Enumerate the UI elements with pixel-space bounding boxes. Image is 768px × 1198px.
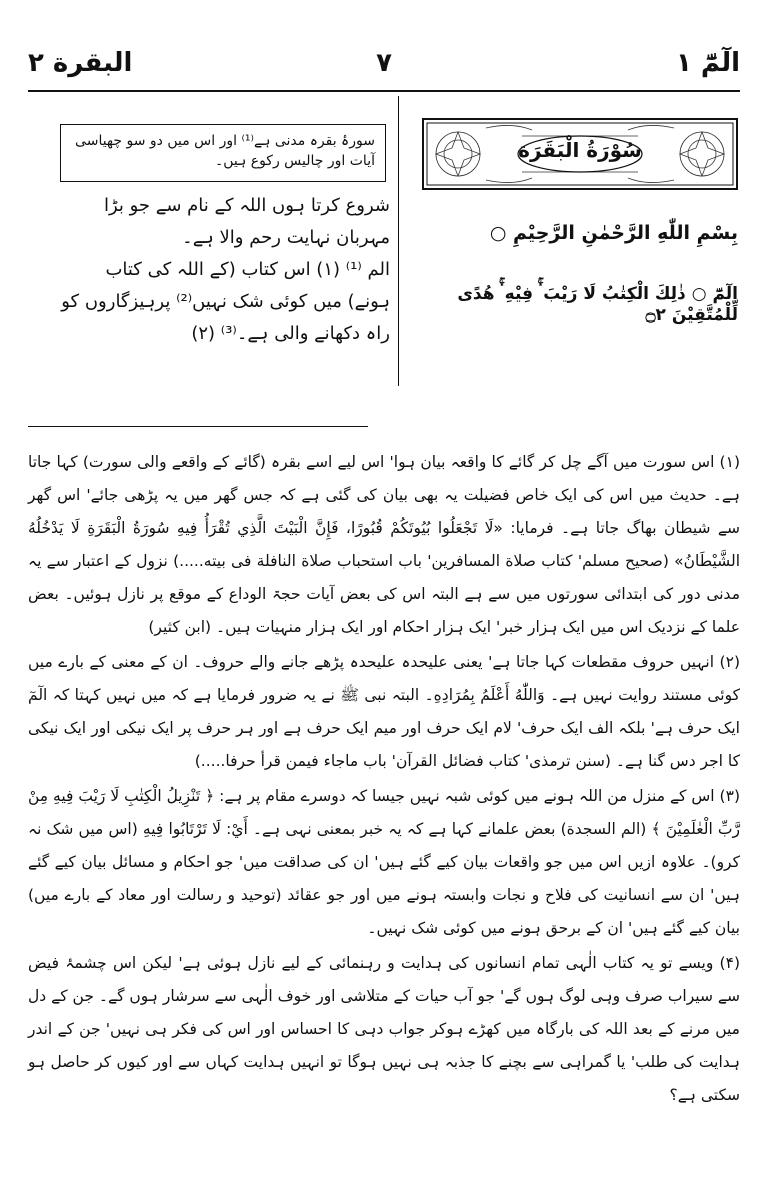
bismillah: بِسْمِ اللّٰهِ الرَّحْمٰنِ الرَّحِيْمِ ○ [489, 222, 738, 244]
page-number: ۷ [376, 48, 392, 78]
column-divider [398, 96, 399, 386]
header-rule [28, 90, 740, 92]
footnote-1: (۱) اس سورت میں آگے چل کر گائے کا واقعہ بیان ہوا' اس لیے اسے بقرہ (گائے کے واقعے والی سورت) کہا جاتا ہے۔ حدیث میں اس کی ایک خاص فضیلت یہ بھی بیان کی گئی ہے کہ جس گھر میں یہ پڑھی جائے' اس گھر سے شیطان بھاگ جاتا ہے۔ فرمایا: «لَا تَجْعَلُوا بُيُوتَكُمْ قُبُورًا، فَإِنَّ الْبَيْتَ الَّذِي تُقْرَأُ فِيهِ سُورَةُ الْبَقَرَةِ لَا يَدْخُلُهُ الشَّيْطَانُ» (صحیح مسلم' کتاب صلاة المسافرين' باب استحباب صلاة النافلة فى بيته.....) نزول کے اعتبار سے یہ مدنی دور کی ابتدائی سورتوں میں سے ہے البتہ اس کی بعض آیات حجۃ الوداع کے موقع پر نازل ہوئیں۔ بعض علما کے نزدیک اس میں ایک ہزار خبر' ایک ہزار احکام اور ایک ہزار منہیات ہیں۔ (ابن کثیر) [28, 453, 740, 636]
translation-line-1: شروع کرتا ہوں اللہ کے نام سے جو بڑا مہربان نہایت رحم والا ہے۔ [103, 195, 390, 248]
surah-title-banner [422, 118, 738, 190]
footnote-4: (۴) ویسے تو یہ کتاب الٰہی تمام انسانوں کی ہدایت و رہنمائی کے لیے نازل ہوئی ہے' لیکن اس چشمۂ فیض سے سیراب صرف وہی لوگ ہوں گے' جو آب حیات کے متلاشی اور خوف الٰہی سے سرشار ہوں گے۔ جن کے دل میں مرنے کے بعد اللہ کی بارگاہ میں کھڑے ہوکر جواب دہی کا احساس اور اس کی فکر ہی نہیں' جن کے اندر ہدایت کی طلب' یا گمراہی سے بچنے کا جذبہ ہی نہیں ہوگا تو انہیں ہدایت کہاں سے اور کیوں کر حاصل ہو سکتی ہے؟ [28, 954, 740, 1104]
page-header [28, 44, 740, 84]
ayah-text: الٓمّٓ ○ ذٰلِكَ الْكِتٰبُ لَا رَيْبَ ۛۚ فِيْهِ ۛۚ هُدًى لِّلْمُتَّقِيْنَ ۝۲ [457, 284, 738, 325]
surah-intro-box: سورۂ بقرہ مدنی ہے⁽¹⁾ اور اس میں دو سو چھیاسی آیات اور چالیس رکوع ہیں۔ [60, 124, 386, 182]
urdu-translation [60, 190, 390, 350]
translation-line-2: الم ⁽¹⁾ (۱) اس کتاب (کے اللہ کی کتاب ہونے) میں کوئی شک نہیں⁽²⁾ پرہیزگاروں کو راہ دکھانے والی ہے۔⁽³⁾ (۲) [61, 259, 390, 344]
footnote-rule [28, 426, 368, 427]
surah-name-header: البقرة ۲ [28, 48, 133, 78]
surah-title: سُوْرَةُ الْبَقَرَة [518, 138, 642, 162]
footnote-2: (۲) انہیں حروف مقطعات کہا جاتا ہے' یعنی علیحدہ علیحدہ پڑھے جانے والے حروف۔ ان کے معنی کے بارے میں کوئی مستند روایت نہیں ہے۔ وَاللّٰهُ أَعْلَمُ بِمُرَادِهِ۔ البتہ نبی ﷺ نے یہ ضرور فرمایا ہے کہ میں نہیں کہتا کہ الٓمٓ ایک حرف ہے' بلکہ الف ایک حرف' لام ایک حرف اور میم ایک حرف ہے اور ہر حرف پر ایک نیکی اور ایک نیکی کا اجر دس گنا ہے۔ (سنن ترمذی' کتاب فضائل القرآن' باب ماجاء فيمن قرأ حرفا.....) [28, 653, 741, 770]
footnotes [28, 446, 740, 1114]
juz-name-header: الٓمّٓ ۱ [676, 48, 740, 78]
footnote-3: (۳) اس کے منزل من اللہ ہونے میں کوئی شبہ نہیں جیسا کہ دوسرے مقام پر ہے: ﴿ تَنْزِيلُ الْكِتٰبِ لَا رَيْبَ فِيهِ مِنْ رَّبِّ الْعٰلَمِيْنَ ﴾ (الم السجدة) بعض علمانے کہا ہے کہ یہ خبر بمعنی نہی ہے۔ أَيْ: لَا تَرْتَابُوا فِيهِ (اس میں شک نہ کرو)۔ علاوہ ازیں اس میں جو واقعات بیان کیے گئے ہیں' ان کی صداقت میں' جو احکام و مسائل بیان کیے گئے ہیں' ان سے انسانیت کی فلاح و نجات وابستہ ہونے میں اور جو عقائد (توحید و رسالت اور معاد کے بارے میں) بیان کیے گئے ہیں' ان کے برحق ہونے میں کوئی شک نہیں۔ [28, 787, 740, 937]
